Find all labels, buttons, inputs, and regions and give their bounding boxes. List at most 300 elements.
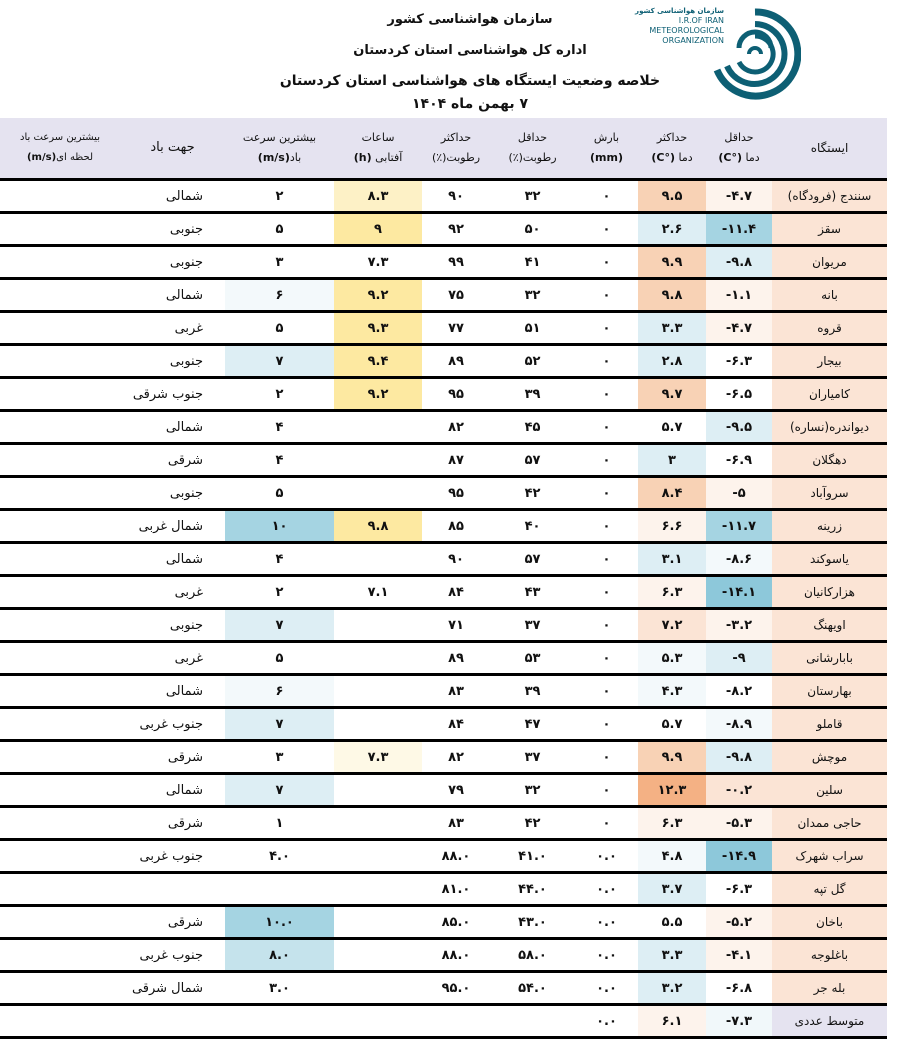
cell-max-gust <box>0 939 120 972</box>
cell-min-humidity: ۴۵ <box>490 411 575 444</box>
cell-max-humidity: ۹۵ <box>422 378 490 411</box>
org-name: سازمان هواشناسی کشور <box>387 12 553 27</box>
cell-min-humidity: ۴۴.۰ <box>490 873 575 906</box>
cell-max-humidity: ۸۳ <box>422 807 490 840</box>
cell-min-humidity: ۵۳ <box>490 642 575 675</box>
cell-station: بهارستان <box>772 675 887 708</box>
cell-max-wind-speed: ۱ <box>225 807 334 840</box>
cell-wind-direction: شرقی <box>120 444 225 477</box>
col-header-line1: بیشترین سرعت باد <box>20 132 100 143</box>
cell-min-temp: -۵ <box>706 477 772 510</box>
cell-precipitation: ۰ <box>575 411 638 444</box>
cell-precipitation: ۰ <box>575 378 638 411</box>
cell-sunshine-hours <box>334 708 422 741</box>
cell-max-temp: ۲.۸ <box>638 345 706 378</box>
table-row <box>0 675 887 708</box>
cell-min-humidity: ۳۷ <box>490 741 575 774</box>
cell-max-humidity: ۸۷ <box>422 444 490 477</box>
cell-max-humidity: ۸۴ <box>422 576 490 609</box>
cell-sunshine-hours <box>334 1005 422 1038</box>
cell-wind-direction: شمالی <box>120 675 225 708</box>
cell-min-humidity: ۴۰ <box>490 510 575 543</box>
cell-sunshine-hours: ۸.۳ <box>334 180 422 213</box>
cell-max-temp: ۳.۱ <box>638 543 706 576</box>
table-row <box>0 180 887 213</box>
cell-station: سراب شهرک <box>772 840 887 873</box>
cell-min-temp: -۶.۹ <box>706 444 772 477</box>
cell-min-temp: -۱۴.۱ <box>706 576 772 609</box>
cell-min-temp: -۴.۷ <box>706 312 772 345</box>
cell-min-temp: -۹ <box>706 642 772 675</box>
cell-wind-direction: جنوبی <box>120 345 225 378</box>
cell-max-gust <box>0 378 120 411</box>
cell-precipitation: ۰ <box>575 180 638 213</box>
cell-precipitation: ۰ <box>575 279 638 312</box>
cell-max-humidity: ۹۵ <box>422 477 490 510</box>
cell-max-humidity: ۸۸.۰ <box>422 939 490 972</box>
cell-wind-direction: جنوب غربی <box>120 708 225 741</box>
cell-max-gust <box>0 873 120 906</box>
col-header-line2: آفتابی (h) <box>353 151 403 164</box>
table-row <box>0 543 887 576</box>
cell-wind-direction: جنوبی <box>120 477 225 510</box>
cell-precipitation: ۰ <box>575 312 638 345</box>
cell-max-wind-speed: ۷ <box>225 345 334 378</box>
cell-min-humidity: ۳۲ <box>490 774 575 807</box>
cell-wind-direction: غربی <box>120 312 225 345</box>
cell-sunshine-hours <box>334 444 422 477</box>
cell-max-wind-speed: ۳ <box>225 246 334 279</box>
cell-min-humidity: ۴۱.۰ <box>490 840 575 873</box>
cell-min-temp: -۸.۲ <box>706 675 772 708</box>
col-header-min-humidity <box>490 118 575 180</box>
cell-sunshine-hours <box>334 906 422 939</box>
cell-max-humidity: ۹۰ <box>422 543 490 576</box>
report-title: خلاصه وضعیت ایستگاه های هواشناسی استان کردستان <box>279 73 661 89</box>
cell-precipitation: ۰.۰ <box>575 939 638 972</box>
cell-station: یاسوکند <box>772 543 887 576</box>
cell-min-temp: -۹.۵ <box>706 411 772 444</box>
cell-min-humidity: ۳۷ <box>490 609 575 642</box>
cell-max-humidity: ۷۱ <box>422 609 490 642</box>
cell-station: گل تپه <box>772 873 887 906</box>
cell-max-temp: ۴.۸ <box>638 840 706 873</box>
cell-max-wind-speed <box>225 1005 334 1038</box>
col-header-line2: دما (°C) <box>718 151 760 164</box>
col-header-max-gust <box>0 118 120 180</box>
cell-max-gust <box>0 279 120 312</box>
table-row <box>0 312 887 345</box>
cell-max-humidity: ۹۹ <box>422 246 490 279</box>
cell-min-humidity <box>490 1005 575 1038</box>
table-row <box>0 906 887 939</box>
cell-max-gust <box>0 1005 120 1038</box>
table-header-row <box>0 118 887 180</box>
table-row <box>0 873 887 906</box>
cell-max-gust <box>0 906 120 939</box>
cell-min-temp: -۳.۲ <box>706 609 772 642</box>
cell-max-gust <box>0 510 120 543</box>
cell-max-wind-speed: ۲ <box>225 378 334 411</box>
cell-sunshine-hours: ۹.۴ <box>334 345 422 378</box>
cell-max-gust <box>0 741 120 774</box>
cell-max-humidity: ۹۲ <box>422 213 490 246</box>
cell-max-wind-speed: ۶ <box>225 675 334 708</box>
cell-max-gust <box>0 312 120 345</box>
cell-precipitation: ۰ <box>575 675 638 708</box>
cell-precipitation: ۰ <box>575 477 638 510</box>
cell-station: اویهنگ <box>772 609 887 642</box>
swirl-logo-icon <box>709 8 801 100</box>
table-row <box>0 642 887 675</box>
organization-logo <box>614 2 804 102</box>
cell-sunshine-hours: ۷.۱ <box>334 576 422 609</box>
cell-station: باخان <box>772 906 887 939</box>
cell-max-humidity: ۸۴ <box>422 708 490 741</box>
cell-max-gust <box>0 411 120 444</box>
logo-text: سازمان هواشناسی کشور I.R.OF IRAN METEOROLOGICAL ORGANIZATION <box>635 7 724 45</box>
cell-max-wind-speed: ۷ <box>225 609 334 642</box>
cell-max-wind-speed: ۵ <box>225 312 334 345</box>
cell-min-humidity: ۵۸.۰ <box>490 939 575 972</box>
cell-wind-direction: جنوبی <box>120 213 225 246</box>
cell-max-temp: ۴.۳ <box>638 675 706 708</box>
cell-station: سنندج (فرودگاه) <box>772 180 887 213</box>
cell-wind-direction: غربی <box>120 576 225 609</box>
table-row <box>0 609 887 642</box>
cell-max-humidity: ۸۵.۰ <box>422 906 490 939</box>
cell-sunshine-hours <box>334 873 422 906</box>
cell-max-humidity: ۷۷ <box>422 312 490 345</box>
cell-station: متوسط عددی <box>772 1005 887 1038</box>
cell-sunshine-hours <box>334 411 422 444</box>
cell-max-temp: ۸.۴ <box>638 477 706 510</box>
cell-min-temp: -۷.۳ <box>706 1005 772 1038</box>
cell-wind-direction: شمالی <box>120 411 225 444</box>
cell-precipitation: ۰ <box>575 543 638 576</box>
cell-wind-direction: شمالی <box>120 543 225 576</box>
cell-max-gust <box>0 477 120 510</box>
col-header-line2: ایستگاه <box>810 141 849 155</box>
cell-max-gust <box>0 444 120 477</box>
cell-min-temp: -۶.۵ <box>706 378 772 411</box>
col-header-precipitation <box>575 118 638 180</box>
cell-station: بابارشانی <box>772 642 887 675</box>
cell-max-temp: ۵.۵ <box>638 906 706 939</box>
cell-min-temp: -۴.۷ <box>706 180 772 213</box>
cell-station: قروه <box>772 312 887 345</box>
cell-max-wind-speed: ۸.۰ <box>225 939 334 972</box>
cell-max-wind-speed: ۱۰.۰ <box>225 906 334 939</box>
table-row <box>0 741 887 774</box>
cell-station: مریوان <box>772 246 887 279</box>
cell-max-temp: ۳.۷ <box>638 873 706 906</box>
cell-wind-direction: شرقی <box>120 741 225 774</box>
col-header-line2: باد(m/s) <box>257 151 302 164</box>
table-row <box>0 345 887 378</box>
cell-station: باغلوجه <box>772 939 887 972</box>
cell-wind-direction <box>120 1005 225 1038</box>
cell-sunshine-hours <box>334 543 422 576</box>
cell-max-humidity: ۹۰ <box>422 180 490 213</box>
cell-precipitation: ۰ <box>575 576 638 609</box>
cell-wind-direction: شمال غربی <box>120 510 225 543</box>
cell-max-gust <box>0 543 120 576</box>
cell-station: قاملو <box>772 708 887 741</box>
col-header-line2: جهت باد <box>150 140 195 155</box>
cell-sunshine-hours: ۹.۳ <box>334 312 422 345</box>
cell-precipitation: ۰.۰ <box>575 1005 638 1038</box>
cell-max-wind-speed: ۴.۰ <box>225 840 334 873</box>
cell-max-temp: ۹.۹ <box>638 741 706 774</box>
cell-max-temp: ۹.۸ <box>638 279 706 312</box>
cell-precipitation: ۰ <box>575 444 638 477</box>
cell-wind-direction: شمالی <box>120 774 225 807</box>
cell-max-temp: ۳.۲ <box>638 972 706 1005</box>
cell-station: بیجار <box>772 345 887 378</box>
cell-precipitation: ۰ <box>575 741 638 774</box>
cell-min-temp: -۶.۳ <box>706 345 772 378</box>
cell-sunshine-hours <box>334 972 422 1005</box>
cell-max-temp: ۱۲.۳ <box>638 774 706 807</box>
cell-max-temp: ۳.۳ <box>638 312 706 345</box>
cell-max-wind-speed: ۶ <box>225 279 334 312</box>
cell-min-temp: -۵.۳ <box>706 807 772 840</box>
cell-wind-direction <box>120 873 225 906</box>
table-row <box>0 840 887 873</box>
table-row <box>0 576 887 609</box>
cell-station: دیواندره(نساره) <box>772 411 887 444</box>
cell-station: زرینه <box>772 510 887 543</box>
cell-max-temp: ۹.۹ <box>638 246 706 279</box>
cell-max-gust <box>0 576 120 609</box>
cell-max-temp: ۳ <box>638 444 706 477</box>
cell-max-gust <box>0 972 120 1005</box>
cell-max-temp: ۶.۱ <box>638 1005 706 1038</box>
cell-max-temp: ۹.۷ <box>638 378 706 411</box>
cell-max-wind-speed: ۲ <box>225 180 334 213</box>
cell-wind-direction: شمالی <box>120 180 225 213</box>
cell-min-temp: -۸.۹ <box>706 708 772 741</box>
cell-max-gust <box>0 840 120 873</box>
cell-wind-direction: جنوبی <box>120 246 225 279</box>
col-header-line1: بیشترین سرعت <box>242 131 317 144</box>
cell-station: سروآباد <box>772 477 887 510</box>
cell-min-humidity: ۴۱ <box>490 246 575 279</box>
cell-max-wind-speed: ۷ <box>225 708 334 741</box>
cell-max-gust <box>0 642 120 675</box>
cell-precipitation: ۰ <box>575 213 638 246</box>
cell-wind-direction: غربی <box>120 642 225 675</box>
cell-max-gust <box>0 246 120 279</box>
col-header-max-humidity <box>422 118 490 180</box>
cell-wind-direction: جنوب غربی <box>120 840 225 873</box>
table-row <box>0 378 887 411</box>
cell-precipitation: ۰.۰ <box>575 840 638 873</box>
cell-sunshine-hours: ۹.۲ <box>334 279 422 312</box>
cell-max-humidity: ۸۵ <box>422 510 490 543</box>
cell-min-humidity: ۵۱ <box>490 312 575 345</box>
cell-max-wind-speed: ۳.۰ <box>225 972 334 1005</box>
cell-max-wind-speed: ۴ <box>225 411 334 444</box>
table-row <box>0 246 887 279</box>
cell-min-humidity: ۵۴.۰ <box>490 972 575 1005</box>
table-row <box>0 213 887 246</box>
cell-wind-direction: شرقی <box>120 906 225 939</box>
col-header-line2: لحظه ای(m/s) <box>26 152 94 163</box>
cell-max-temp: ۹.۵ <box>638 180 706 213</box>
cell-station: حاجی ممدان <box>772 807 887 840</box>
cell-precipitation: ۰ <box>575 246 638 279</box>
table-row <box>0 972 887 1005</box>
cell-station: هزارکانیان <box>772 576 887 609</box>
cell-sunshine-hours: ۹ <box>334 213 422 246</box>
cell-max-wind-speed: ۴ <box>225 543 334 576</box>
col-header-max-temp <box>638 118 706 180</box>
cell-max-temp: ۶.۶ <box>638 510 706 543</box>
cell-sunshine-hours <box>334 675 422 708</box>
cell-wind-direction: جنوب شرقی <box>120 378 225 411</box>
cell-precipitation: ۰ <box>575 609 638 642</box>
cell-station: بانه <box>772 279 887 312</box>
cell-min-humidity: ۳۲ <box>490 279 575 312</box>
cell-max-gust <box>0 774 120 807</box>
cell-sunshine-hours: ۹.۸ <box>334 510 422 543</box>
cell-precipitation: ۰ <box>575 345 638 378</box>
cell-max-gust <box>0 807 120 840</box>
cell-station: سقز <box>772 213 887 246</box>
cell-max-humidity: ۸۹ <box>422 642 490 675</box>
report-date: ۷ بهمن ماه ۱۴۰۴ <box>411 96 529 112</box>
cell-max-humidity: ۸۳ <box>422 675 490 708</box>
cell-min-temp: -۹.۸ <box>706 246 772 279</box>
cell-min-temp: -۹.۸ <box>706 741 772 774</box>
cell-sunshine-hours <box>334 939 422 972</box>
col-header-line1: ساعات <box>361 131 395 144</box>
col-header-max-wind-speed <box>225 118 334 180</box>
table-row <box>0 279 887 312</box>
table-row <box>0 774 887 807</box>
cell-precipitation: ۰.۰ <box>575 906 638 939</box>
cell-min-temp: -۸.۶ <box>706 543 772 576</box>
col-header-min-temp <box>706 118 772 180</box>
cell-max-humidity: ۸۱.۰ <box>422 873 490 906</box>
cell-min-temp: -۵.۲ <box>706 906 772 939</box>
col-header-line1: حداقل <box>724 131 754 144</box>
cell-min-humidity: ۴۲ <box>490 807 575 840</box>
cell-sunshine-hours <box>334 642 422 675</box>
cell-station: سلین <box>772 774 887 807</box>
table-row <box>0 807 887 840</box>
cell-max-wind-speed: ۲ <box>225 576 334 609</box>
col-header-line2: رطوبت(٪) <box>431 151 481 164</box>
cell-wind-direction: جنوبی <box>120 609 225 642</box>
cell-max-gust <box>0 180 120 213</box>
cell-min-temp: -۱۴.۹ <box>706 840 772 873</box>
cell-min-humidity: ۳۹ <box>490 675 575 708</box>
col-header-line1: حداقل <box>517 131 548 144</box>
cell-max-humidity: ۹۵.۰ <box>422 972 490 1005</box>
cell-min-humidity: ۴۷ <box>490 708 575 741</box>
cell-sunshine-hours <box>334 609 422 642</box>
cell-max-temp: ۵.۷ <box>638 411 706 444</box>
cell-max-wind-speed: ۵ <box>225 642 334 675</box>
col-header-wind-direction <box>120 118 225 180</box>
cell-sunshine-hours: ۷.۳ <box>334 246 422 279</box>
cell-max-wind-speed: ۵ <box>225 477 334 510</box>
cell-min-humidity: ۴۲ <box>490 477 575 510</box>
col-header-sunshine-hours <box>334 118 422 180</box>
table-body <box>0 180 887 1038</box>
cell-min-temp: -۱۱.۴ <box>706 213 772 246</box>
table-row <box>0 444 887 477</box>
cell-min-humidity: ۵۲ <box>490 345 575 378</box>
col-header-station <box>772 118 887 180</box>
cell-max-wind-speed: ۱۰ <box>225 510 334 543</box>
cell-precipitation: ۰ <box>575 510 638 543</box>
cell-max-humidity: ۸۲ <box>422 411 490 444</box>
stations-table <box>0 118 887 1039</box>
cell-min-humidity: ۵۷ <box>490 543 575 576</box>
cell-max-humidity: ۷۹ <box>422 774 490 807</box>
cell-max-humidity <box>422 1005 490 1038</box>
cell-max-temp: ۶.۳ <box>638 807 706 840</box>
cell-sunshine-hours <box>334 840 422 873</box>
cell-max-gust <box>0 213 120 246</box>
cell-max-humidity: ۸۸.۰ <box>422 840 490 873</box>
cell-min-humidity: ۴۳ <box>490 576 575 609</box>
cell-max-wind-speed: ۵ <box>225 213 334 246</box>
col-header-line1: حداکثر <box>656 131 688 144</box>
cell-wind-direction: جنوب غربی <box>120 939 225 972</box>
cell-min-temp: -۱۱.۷ <box>706 510 772 543</box>
cell-sunshine-hours <box>334 774 422 807</box>
col-header-line1: بارش <box>593 131 620 144</box>
cell-max-humidity: ۸۲ <box>422 741 490 774</box>
cell-station: بله جر <box>772 972 887 1005</box>
cell-wind-direction: شرقی <box>120 807 225 840</box>
cell-sunshine-hours: ۹.۲ <box>334 378 422 411</box>
cell-min-temp: -۶.۳ <box>706 873 772 906</box>
cell-station: موچش <box>772 741 887 774</box>
cell-max-gust <box>0 609 120 642</box>
cell-max-wind-speed <box>225 873 334 906</box>
cell-min-humidity: ۴۳.۰ <box>490 906 575 939</box>
cell-min-temp: -۶.۸ <box>706 972 772 1005</box>
cell-precipitation: ۰ <box>575 774 638 807</box>
cell-precipitation: ۰.۰ <box>575 873 638 906</box>
cell-max-wind-speed: ۷ <box>225 774 334 807</box>
cell-min-humidity: ۳۹ <box>490 378 575 411</box>
col-header-line2: دما (°C) <box>651 151 693 164</box>
col-header-line1: حداکثر <box>440 131 472 144</box>
office-name: اداره کل هواشناسی استان کردستان <box>353 43 587 58</box>
cell-min-temp: -۱.۱ <box>706 279 772 312</box>
table-row <box>0 708 887 741</box>
cell-wind-direction: شمالی <box>120 279 225 312</box>
cell-sunshine-hours: ۷.۳ <box>334 741 422 774</box>
cell-sunshine-hours <box>334 807 422 840</box>
cell-max-humidity: ۷۵ <box>422 279 490 312</box>
cell-max-humidity: ۸۹ <box>422 345 490 378</box>
cell-wind-direction: شمال شرقی <box>120 972 225 1005</box>
cell-min-temp: -۴.۱ <box>706 939 772 972</box>
cell-station: کامیاران <box>772 378 887 411</box>
cell-min-humidity: ۳۲ <box>490 180 575 213</box>
cell-max-gust <box>0 708 120 741</box>
cell-sunshine-hours <box>334 477 422 510</box>
cell-max-temp: ۵.۷ <box>638 708 706 741</box>
